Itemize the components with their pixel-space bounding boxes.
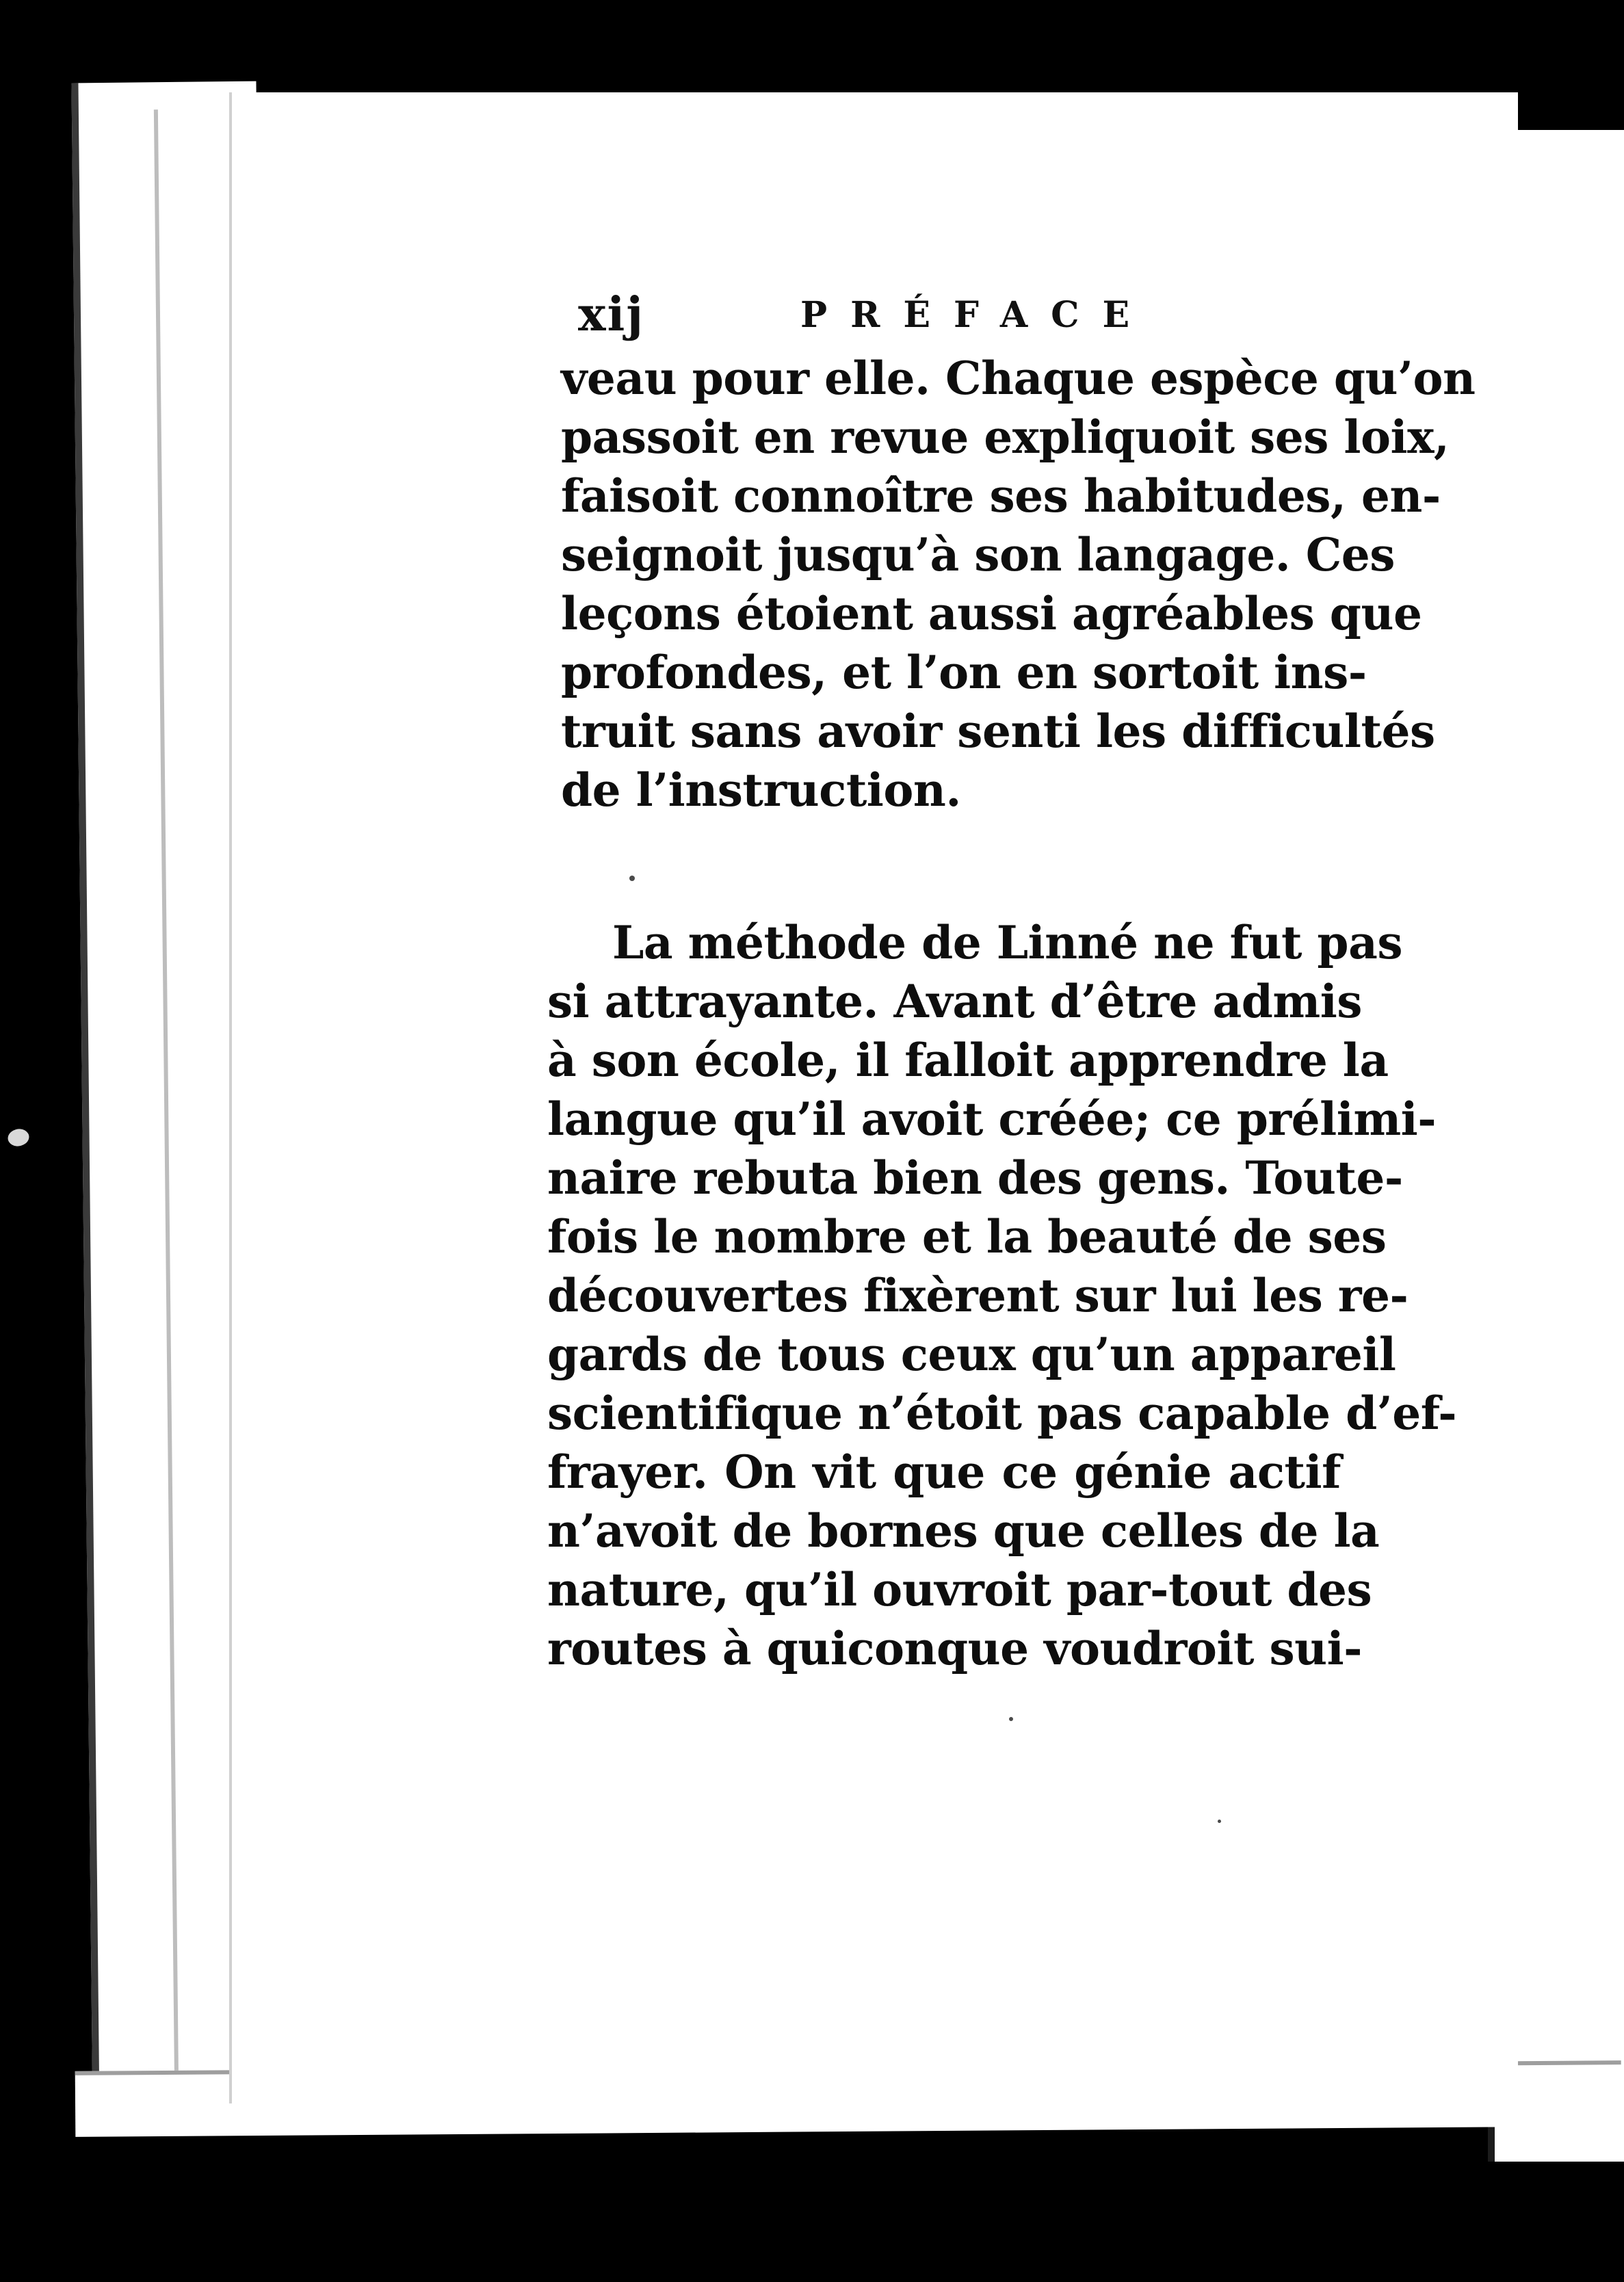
text-line: La méthode de Linné ne fut pas <box>612 916 1402 969</box>
text-line: à son école, il falloit apprendre la <box>547 1034 1389 1087</box>
text-line: de l’instruction. <box>561 763 961 817</box>
ink-speck <box>629 876 635 881</box>
text-line: gards de tous ceux qu’un appareil <box>547 1328 1396 1381</box>
paragraph-1 <box>561 349 1476 819</box>
text-line: truit sans avoir senti les difficultés <box>561 705 1435 758</box>
text-line: profondes, et l’on en sortoit ins- <box>561 646 1367 699</box>
text-line: routes à quiconque voudroit sui- <box>547 1622 1363 1675</box>
text-line: frayer. On vit que ce génie actif <box>547 1445 1341 1499</box>
text-line: n’avoit de bornes que celles de la <box>547 1504 1380 1558</box>
text-line: si attrayante. Avant d’être admis <box>547 975 1362 1028</box>
text-line: naire rebuta bien des gens. Toute- <box>547 1151 1403 1205</box>
text-line: seignoit jusqu’à son langage. Ces <box>561 528 1395 581</box>
text-line: veau pour elle. Chaque espèce qu’on <box>561 352 1476 405</box>
ink-speck <box>1218 1820 1221 1823</box>
text-line: nature, qu’il ouvroit par-tout des <box>547 1563 1372 1616</box>
text-line: langue qu’il avoit créée; ce prélimi- <box>547 1092 1437 1146</box>
running-title: PRÉFACE <box>800 294 1153 336</box>
page-number: xij <box>578 287 644 342</box>
text-line: leçons étoient aussi agréables que <box>561 587 1422 640</box>
text-line: fois le nombre et la beauté de ses <box>547 1210 1387 1263</box>
text-line: passoit en revue expliquoit ses loix, <box>561 410 1450 464</box>
paragraph-2 <box>547 913 1457 1678</box>
text-line: faisoit connoître ses habitudes, en- <box>561 469 1441 523</box>
margin-mark <box>5 1125 31 1151</box>
ink-speck <box>1009 1717 1013 1721</box>
text-line: découvertes fixèrent sur lui les re- <box>547 1269 1409 1322</box>
text-line: scientifique n’étoit pas capable d’ef- <box>547 1387 1457 1440</box>
